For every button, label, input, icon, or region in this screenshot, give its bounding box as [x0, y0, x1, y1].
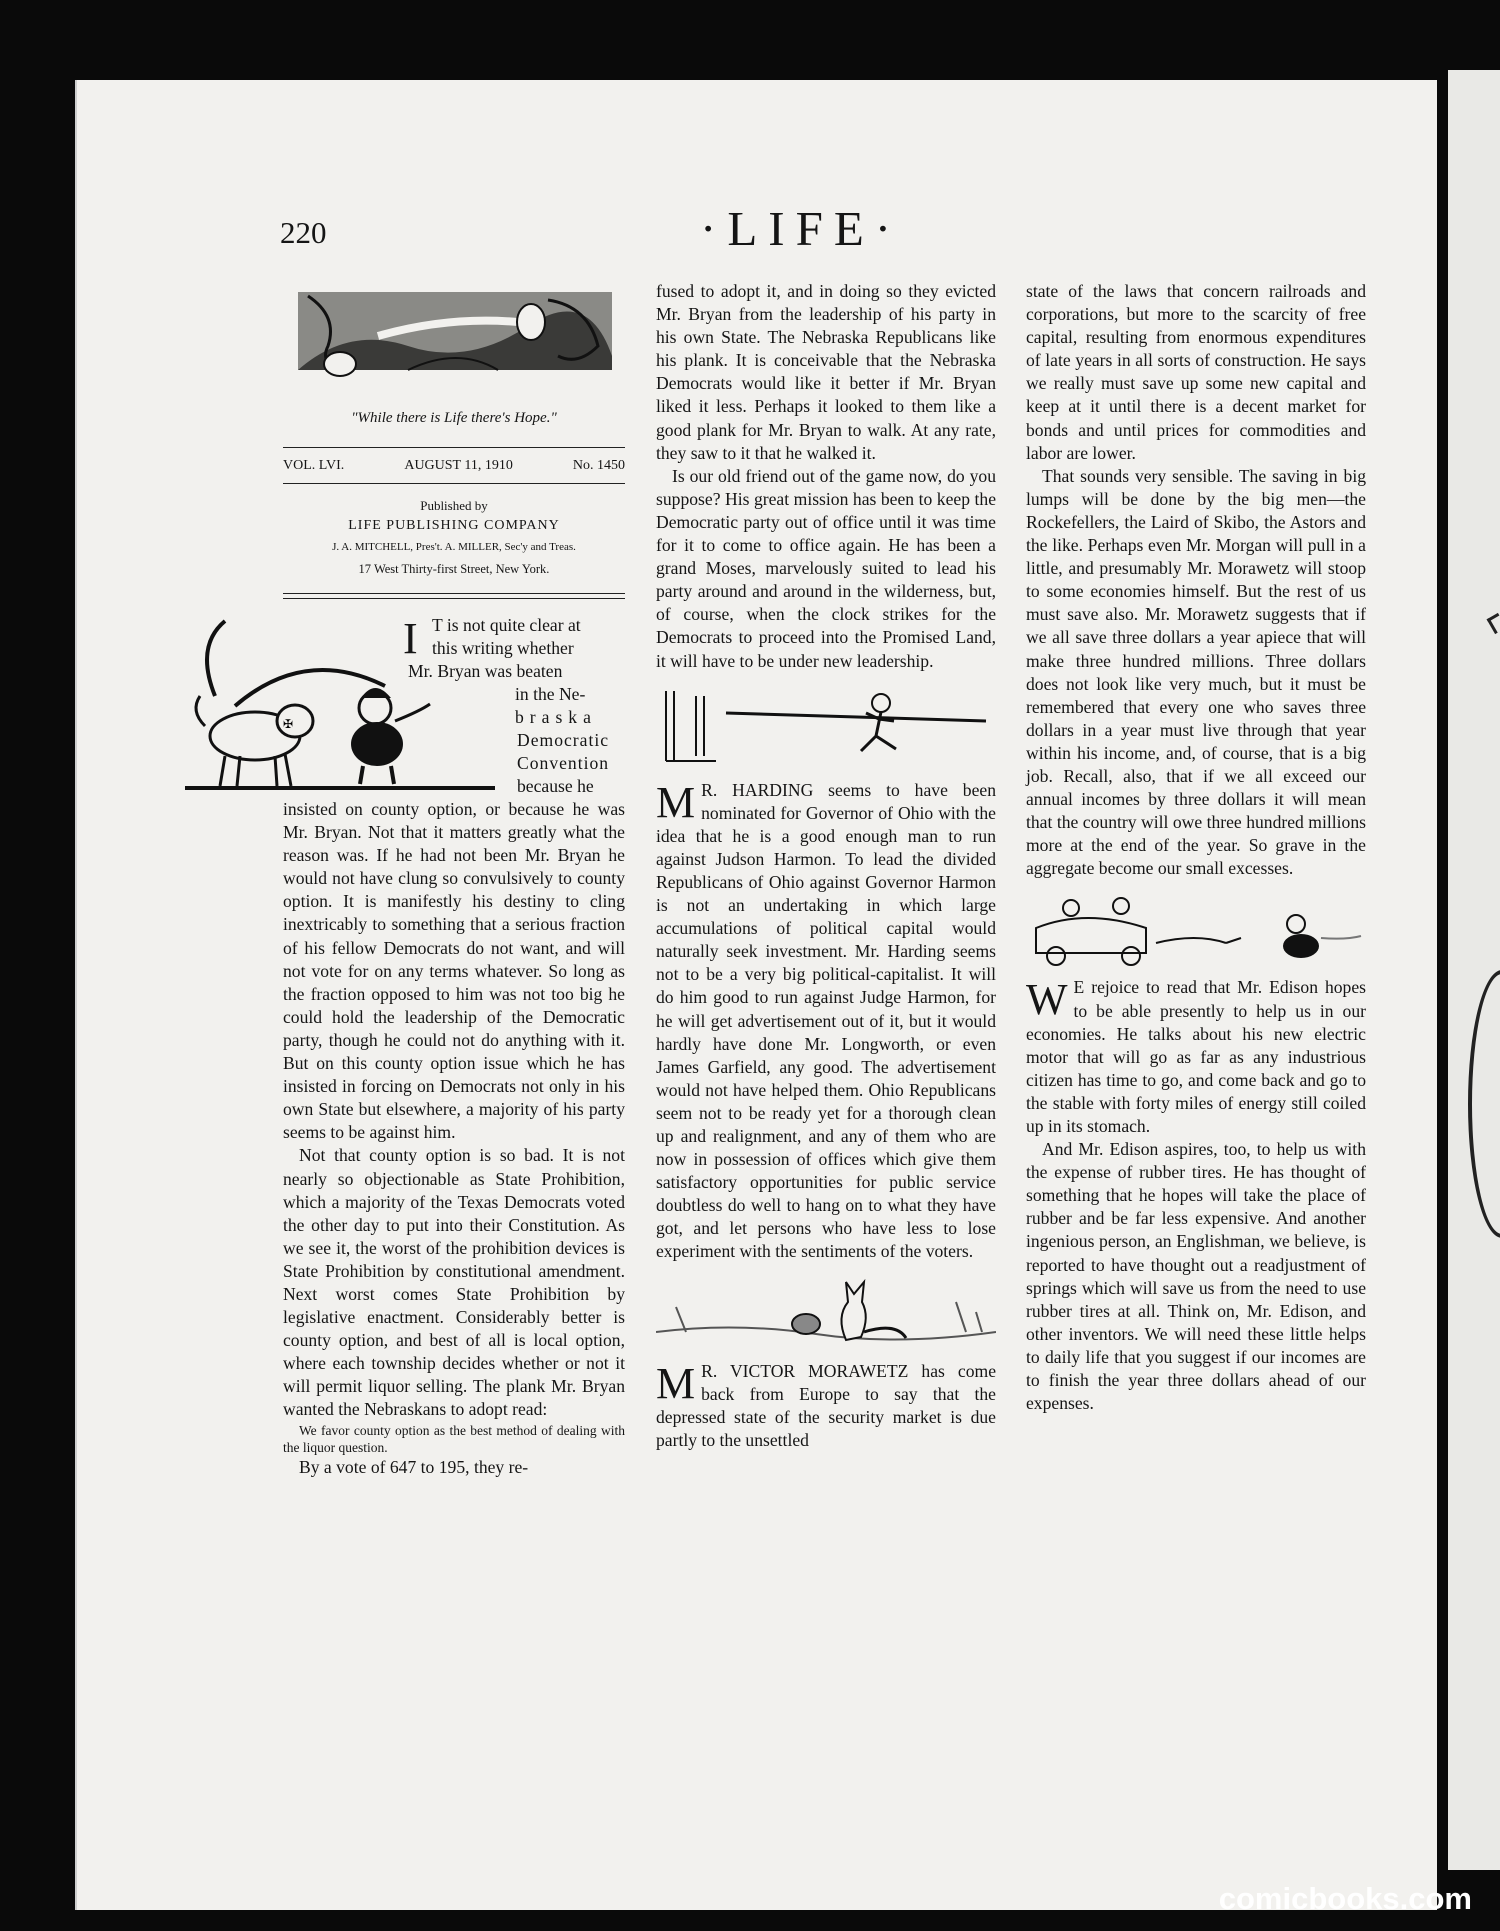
facing-page-illustration	[1468, 970, 1500, 1238]
edison-text: E rejoice to read that Mr. Edison hopes to be able presently to help us in our economies. He talks about his new electric motor that will go as far as any industrious citizen has time to go, and come back and go to the stable with forty miles of energy still coiled up in its stomach.	[1026, 977, 1366, 1136]
opening-line: Democratic	[517, 730, 610, 750]
header-illustration	[288, 286, 622, 382]
fox-cartoon	[656, 1272, 996, 1352]
paragraph: Not that county option is so bad. It is not nearly so objectionable as State Prohibition, which a majority of the Texas Democrats voted the other day to put into their Constitution. As we see it, the worst of the prohibition devices is State Prohibition by constitutional amendment. Next worst comes State Prohibition by legislative enactment. Considerably better is county option, and best of all is local option, where each township decides whether or not it will permit liquor selling. The plank Mr. Bryan wanted the Nebraskans to adopt read:	[283, 1145, 625, 1420]
motorcar-cartoon	[1026, 888, 1366, 968]
paragraph: And Mr. Edison aspires, too, to help us with the expense of rubber tires. He has thought of something that he hopes will take the place of rubber and be far less expensive. And another ingenious person, an Englishman, we believe, is reported to have thought out a readjustment of springs which will save us from the need to use rubber tires at all. Think on, Mr. Edison, and other inventors. We will need these little helps to daily life that you suggest if our incomes are to finish the year three dollars ahead of our expenses.	[1026, 1139, 1366, 1414]
opening-line: in the Ne-	[515, 684, 586, 704]
paragraph: By a vote of 647 to 195, they re-	[299, 1456, 529, 1477]
page-number: 220	[280, 215, 327, 250]
column-3	[1026, 280, 1366, 1415]
opening-line: T is not quite clear at	[432, 615, 581, 635]
paragraph: That sounds very sensible. The saving in big lumps will be done by the big men—the Rockefellers, the Laird of Skibo, the Astors and the like. Perhaps even Mr. Morgan will pull in a little, and presumably Mr. Morawetz will stoop to some economies himself. But the rest of us must save also. Mr. Morawetz suggests that if we all save three dollars a year apiece that will make three hundred millions. Three dollars does not look like very much, but it must be remembered that every one who saves three dollars in a year must live through that year within his income, and, of course, that is a big job. Recall, also, that if we all exceed our annual incomes by three dollars it will mean that the country will owe three hundred millions more at the end of the year. So grave in the aggregate become our small excesses.	[1026, 465, 1366, 879]
volume-line	[283, 458, 625, 474]
issue-date: AUGUST 11, 1910	[404, 458, 513, 473]
paragraph: state of the laws that concern railroads and corporations, but more to the scarcity of free capital, resulting from enormous expenditures of late years in all sorts of construction. He says we really must save up some new capital and keep at it until there is a decent market for bonds and until prices for commodities and labor are lower.	[1026, 281, 1366, 463]
publisher-address: 17 West Thirty-first Street, New York.	[358, 562, 550, 576]
paragraph: insisted on county option, or because he was Mr. Bryan. Not that it matters greatly what the reason was. If he had not been Mr. Bryan he would not have clung so convulsively to county option. It is manifestly his destiny to cling inextricably to something that a serious fraction of his fellow Democrats do not want, and will not vote for on any terms whatever. So long as the fraction opposed to him was not too big he could hold the leadership of the Democratic party, though he could not do anything with it. But on this county option issue which he has insisted in forcing on Democrats not only in his own State but elsewhere, a majority of his party seems to be against him.	[283, 799, 625, 1143]
javelin-cartoon	[656, 681, 996, 771]
drop-cap: I	[403, 614, 418, 663]
edison-paragraph	[1026, 976, 1366, 1138]
morawetz-text: R. VICTOR MORAWETZ has come back from Europe to say that the depressed state of the security market is due partly to the unsettled	[656, 1360, 996, 1450]
drop-cap: M	[656, 777, 696, 827]
divider	[283, 598, 625, 599]
divider	[283, 447, 625, 448]
quoted-plank: We favor county option as the best method of dealing with the liquor question.	[283, 1422, 625, 1455]
facing-page-edge	[1448, 70, 1500, 1870]
masthead: ·LIFE·	[700, 201, 903, 256]
publisher-name: LIFE PUBLISHING COMPANY	[348, 518, 560, 533]
volume: VOL. LVI.	[283, 458, 345, 473]
opening-line: Convention	[517, 753, 610, 773]
facing-page-mark	[1487, 613, 1500, 634]
drop-cap: W	[1026, 975, 1068, 1025]
paragraph: Is our old friend out of the game now, do you suppose? His great mission has been to keep the Democratic party out of office until it was time for it to come to office again. He has been a grand Moses, marvelously suited to lead his party around and around in the wilderness, but, of course, when the clock strikes for the Democrats to proceed into the Promised Land, it will have to be under new leadership.	[656, 465, 996, 671]
paragraph: fused to adopt it, and in doing so they evicted Mr. Bryan from the leadership of his party in his own State. The Nebraska Republicans like his plank. It is conceivable that the Nebraska Democrats would like it better if Mr. Bryan liked it less. Perhaps it looked to them like a good plank for Mr. Bryan to walk. At any rate, they saw to it that he walked it.	[656, 281, 996, 463]
opening-line: because he	[517, 776, 594, 796]
harding-paragraph	[656, 779, 996, 1264]
issue-number: No. 1450	[572, 458, 625, 473]
publisher-officers: J. A. MITCHELL, Pres't. A. MILLER, Sec'y and Treas.	[332, 541, 576, 553]
divider	[283, 483, 625, 484]
column-2	[656, 280, 996, 1452]
opening-line: braska	[515, 707, 597, 727]
column-1	[283, 798, 625, 1479]
svg-text:✠: ✠	[283, 717, 294, 731]
opening-line: Mr. Bryan was beaten	[408, 661, 563, 681]
drop-cap: M	[656, 1358, 696, 1408]
published-by: Published by	[420, 498, 488, 513]
opening-line: this writing whether	[432, 638, 574, 658]
divider	[283, 593, 625, 594]
morawetz-paragraph	[656, 1360, 996, 1452]
motto: "While there is Life there's Hope."	[351, 410, 557, 426]
harding-text: R. HARDING seems to have been nominated for Governor of Ohio with the idea that he is a good enough man to run against Judson Harmon. To lead the divided Republicans of Ohio against Governor Harmon is not an undertaking in which large accumulations of political capital would naturally seek investment. Mr. Harding seems not to be a very big political-capitalist. It will do him good to run against Judge Harmon, for he will get advertisement out of it, but it would hardly have done Mr. Longworth, or even James Garfield, any good. The advertisement would not have helped them. Ohio Republicans seem not to be ready yet for a thorough clean up and realignment, and any of them who are now in possession of offices which give them satisfactory opportunities for public service doubtless do well to hang on to what they have got, and let persons who have less to lose experiment with the sentiments of the voters.	[656, 779, 996, 1262]
watermark: comicbooks.com	[1218, 1881, 1472, 1916]
